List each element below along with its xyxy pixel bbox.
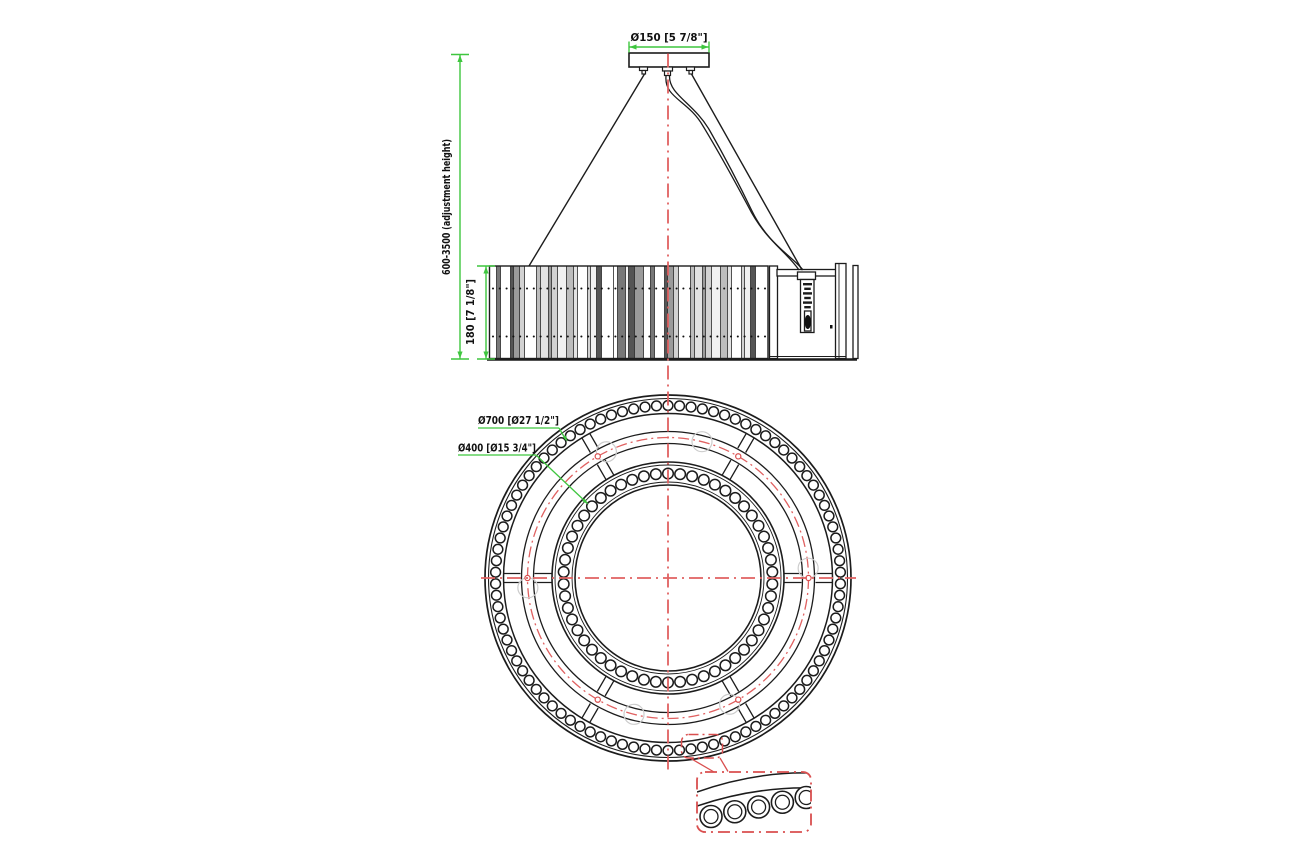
dim-arrow-up: [457, 55, 462, 62]
detail-content: [697, 773, 817, 828]
label-outer-diameter: [478, 415, 568, 442]
ceiling-canopy: [629, 53, 709, 76]
detail-leader-line: [720, 758, 728, 772]
dim-arrow-right: [702, 44, 709, 49]
detail-view: [697, 772, 817, 832]
suspension-cable-right: [692, 74, 803, 270]
drum-shade-strips: [490, 266, 768, 359]
dim-arrow-down: [457, 352, 462, 359]
label-inner-diameter: [458, 443, 589, 505]
inner-diameter-text: Ø400 [Ø15 3/4"]: [458, 442, 536, 455]
lamp-position-marker: [595, 454, 600, 459]
canopy-diameter-label: Ø150 [5 7/8"]: [630, 32, 708, 44]
lamp-position-marker: [736, 454, 741, 459]
adjustment-height-label: 600-3500 (adjustment height): [441, 96, 453, 275]
elevation-view: [487, 53, 858, 360]
dimension-canopy-diameter: [629, 32, 709, 53]
lamp-position-marker: [595, 697, 600, 702]
cable-gripper-left-stem: [642, 71, 646, 75]
suspension-cable-left: [529, 74, 645, 266]
shade-height-label: 180 [7 1/8"]: [465, 274, 477, 345]
frame-cutaway: [769, 264, 858, 359]
detail-band-upper-edge: [697, 773, 811, 792]
dim-arrow-down: [483, 352, 488, 359]
lamp-position-marker: [736, 697, 741, 702]
detail-leader-line: [690, 758, 714, 772]
dim-arrow-left: [630, 44, 637, 49]
dim-arrow-up: [483, 267, 488, 274]
cable-gripper-right-stem: [689, 71, 693, 75]
detail-bead-rings: [700, 787, 817, 828]
outer-diameter-text: Ø700 [Ø27 1/2"]: [478, 415, 559, 427]
power-cord-second-wire: [669, 76, 803, 270]
